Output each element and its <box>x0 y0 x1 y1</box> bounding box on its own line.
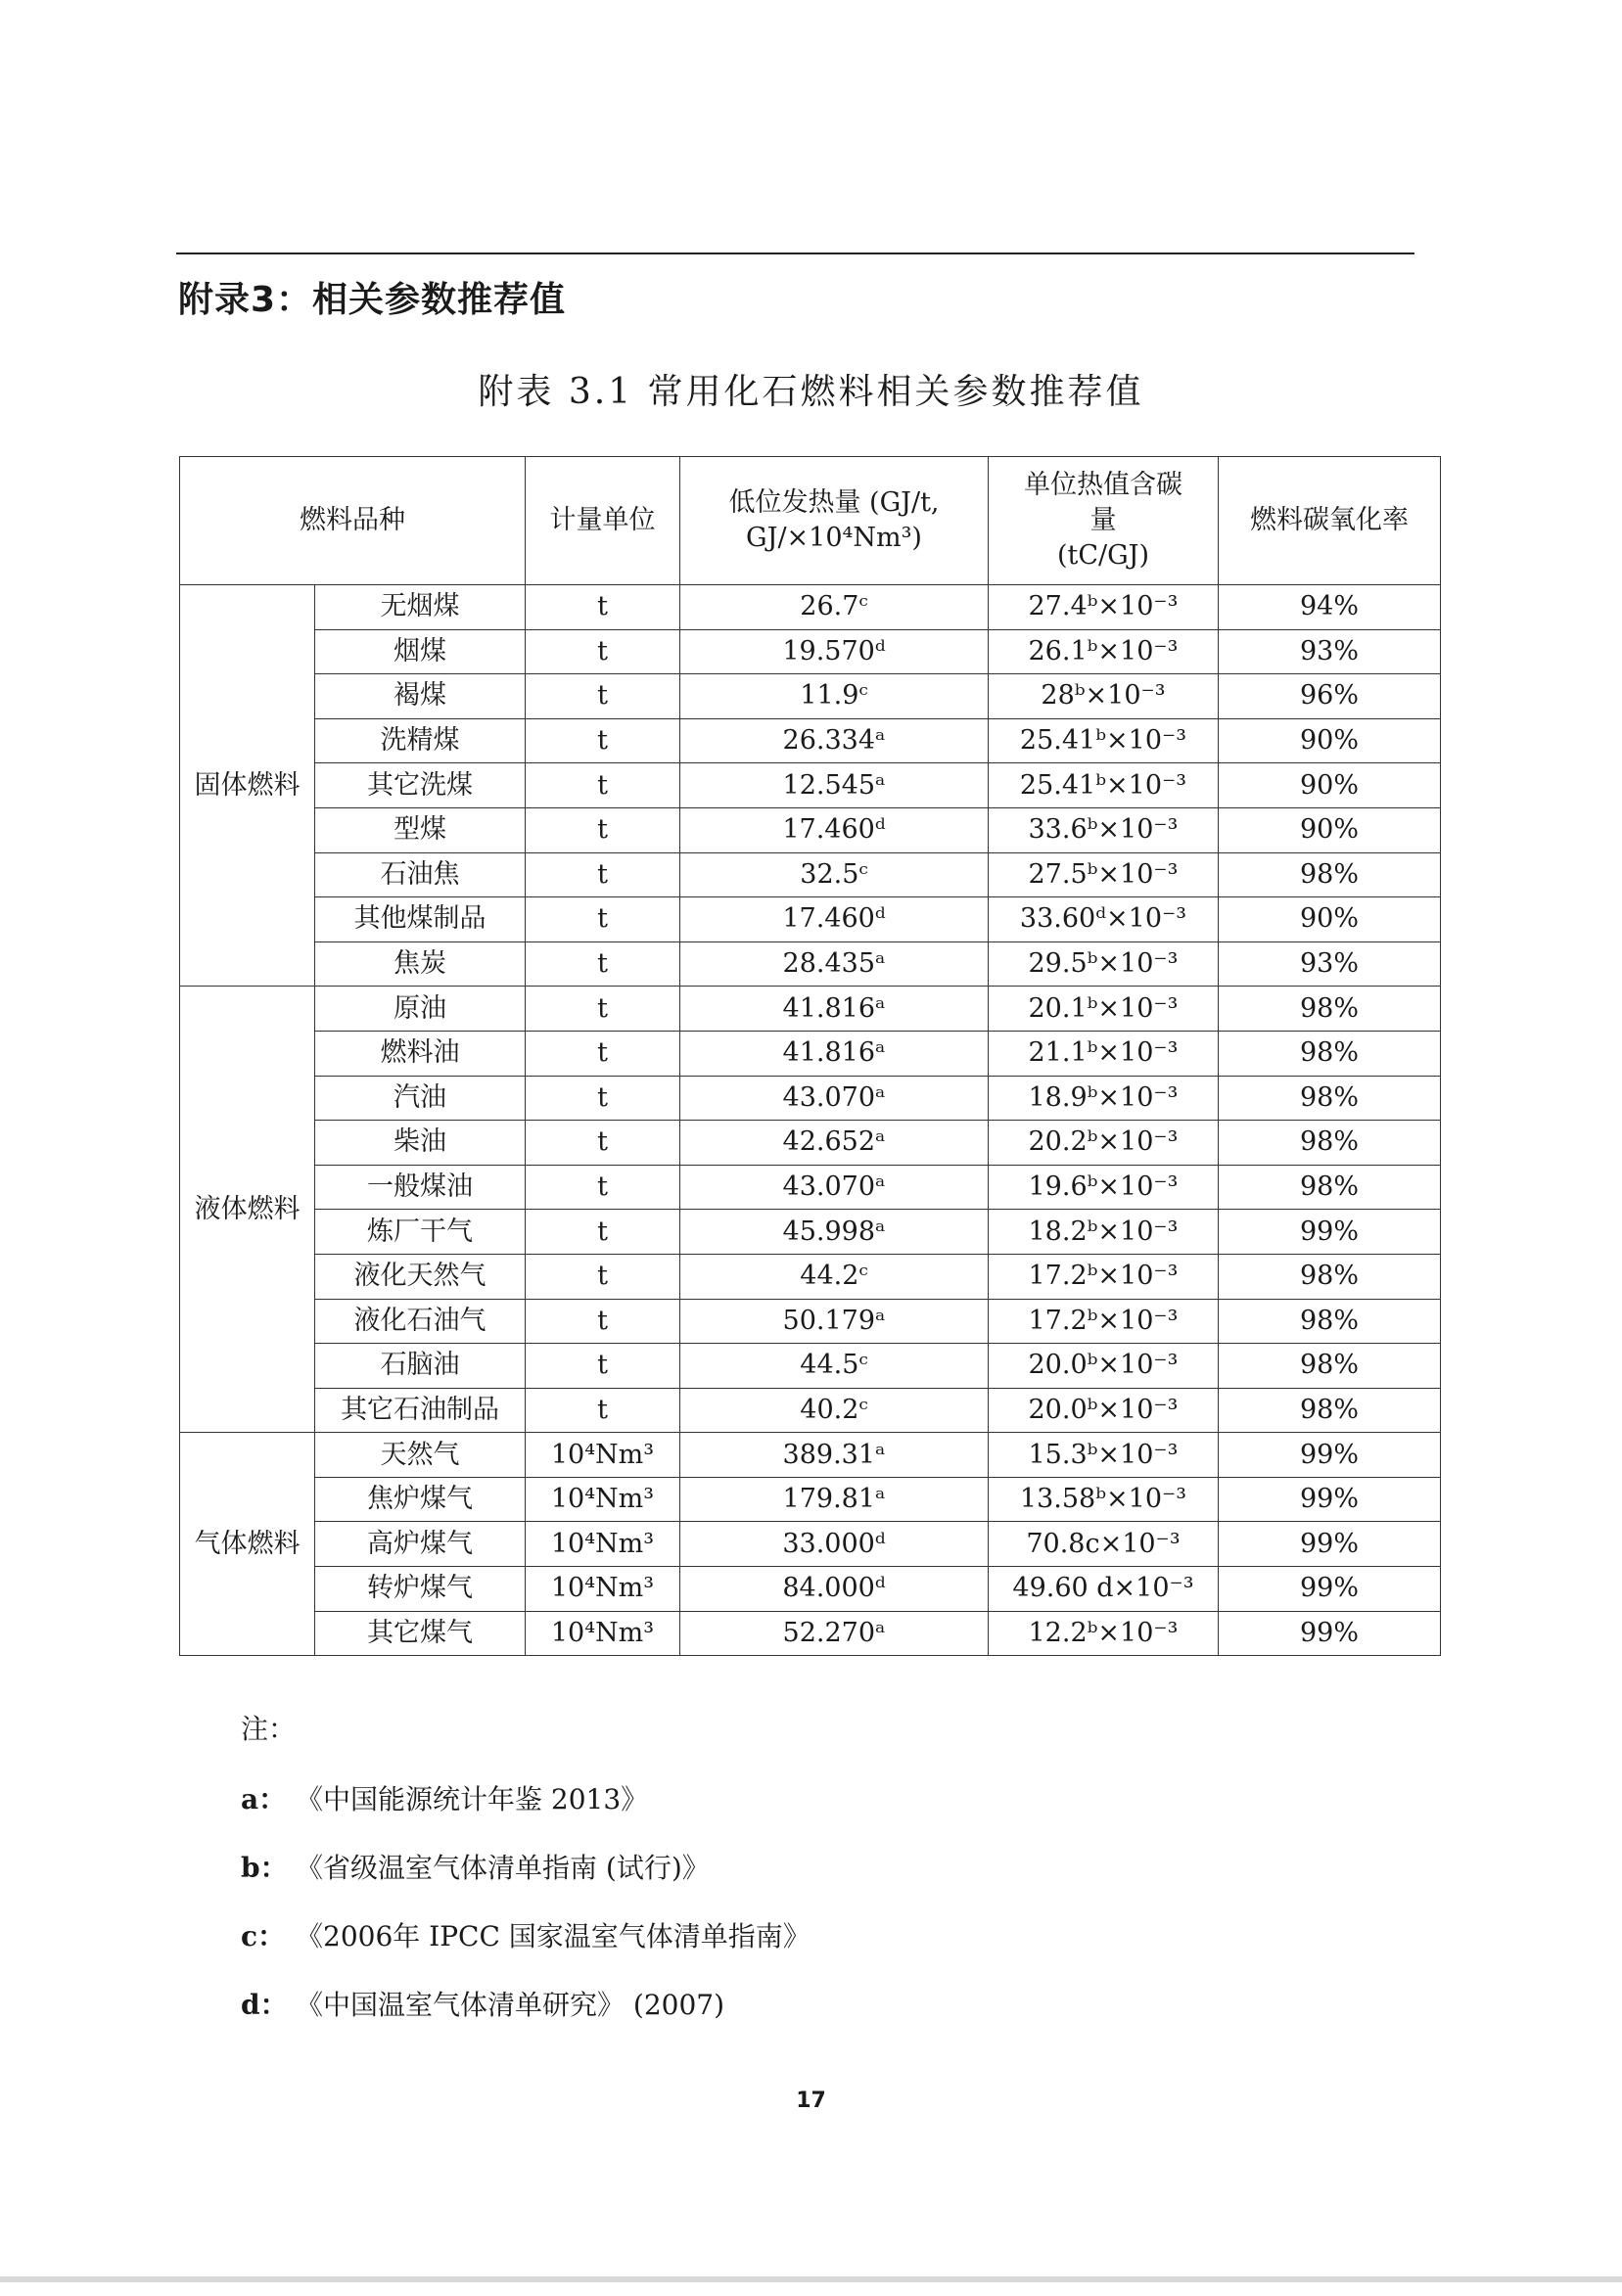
ncv-cell: 179.81ᵃ <box>680 1477 989 1522</box>
table-title: 附表 3.1 常用化石燃料相关参数推荐值 <box>478 372 1144 412</box>
ncv-cell: 26.7ᶜ <box>680 585 989 630</box>
ncv-cell: 389.31ᵃ <box>680 1433 989 1478</box>
unit-cell: t <box>526 1299 680 1344</box>
fuel-name-cell: 其它洗煤 <box>315 763 526 808</box>
note-text: 《省级温室气体清单指南 (试行)》 <box>296 1852 710 1884</box>
oxidation-rate-cell: 99% <box>1219 1433 1441 1478</box>
unit-cell: t <box>526 807 680 852</box>
carbon-content-cell: 33.60ᵈ×10⁻³ <box>989 897 1219 942</box>
fuel-name-cell: 燃料油 <box>315 1031 526 1076</box>
unit-cell: t <box>526 941 680 987</box>
oxidation-rate-cell: 99% <box>1219 1567 1441 1612</box>
unit-cell: t <box>526 718 680 763</box>
ncv-cell: 12.545ᵃ <box>680 763 989 808</box>
unit-cell: t <box>526 585 680 630</box>
unit-cell: t <box>526 1031 680 1076</box>
table-row <box>180 1522 1441 1567</box>
ncv-cell: 40.2ᶜ <box>680 1388 989 1433</box>
fuel-name-cell: 洗精煤 <box>315 718 526 763</box>
fuel-name-cell: 其它石油制品 <box>315 1388 526 1433</box>
page-number: 17 <box>796 2089 826 2113</box>
unit-cell: 10⁴Nm³ <box>526 1567 680 1612</box>
unit-cell: t <box>526 852 680 897</box>
table-row <box>180 941 1441 987</box>
carbon-content-cell: 29.5ᵇ×10⁻³ <box>989 941 1219 987</box>
fuel-name-cell: 汽油 <box>315 1076 526 1121</box>
table-row <box>180 674 1441 719</box>
table-row <box>180 718 1441 763</box>
oxidation-rate-cell: 98% <box>1219 852 1441 897</box>
oxidation-rate-cell: 98% <box>1219 987 1441 1032</box>
table-row <box>180 987 1441 1032</box>
oxidation-rate-cell: 93% <box>1219 629 1441 674</box>
carbon-content-cell: 20.1ᵇ×10⁻³ <box>989 987 1219 1032</box>
fuel-name-cell: 原油 <box>315 987 526 1032</box>
header-fuel-type: 燃料品种 <box>180 457 526 585</box>
carbon-content-cell: 17.2ᵇ×10⁻³ <box>989 1254 1219 1299</box>
ncv-cell: 50.179ᵃ <box>680 1299 989 1344</box>
fuel-name-cell: 高炉煤气 <box>315 1522 526 1567</box>
unit-cell: 10⁴Nm³ <box>526 1477 680 1522</box>
oxidation-rate-cell: 98% <box>1219 1165 1441 1210</box>
table-row <box>180 1210 1441 1255</box>
header-rule <box>176 253 1414 254</box>
ncv-cell: 28.435ᵃ <box>680 941 989 987</box>
fuel-name-cell: 石油焦 <box>315 852 526 897</box>
unit-cell: t <box>526 629 680 674</box>
unit-cell: t <box>526 987 680 1032</box>
ncv-cell: 45.998ᵃ <box>680 1210 989 1255</box>
header-carbon-content <box>989 457 1219 585</box>
table-body <box>180 585 1441 1656</box>
carbon-content-cell: 25.41ᵇ×10⁻³ <box>989 718 1219 763</box>
notes-label: 注： <box>241 1713 297 1745</box>
note-text: 《中国能源统计年鉴 2013》 <box>296 1783 649 1815</box>
fuel-category-cell: 液体燃料 <box>180 987 315 1433</box>
oxidation-rate-cell: 90% <box>1219 897 1441 942</box>
note-item <box>241 1917 811 1986</box>
table-row <box>180 1477 1441 1522</box>
note-key: c： <box>241 1920 286 1952</box>
header-ncv <box>680 457 989 585</box>
unit-cell: 10⁴Nm³ <box>526 1611 680 1656</box>
note-key: b： <box>241 1852 288 1884</box>
unit-cell: t <box>526 1121 680 1166</box>
header-unit: 计量单位 <box>526 457 680 585</box>
header-oxidation-rate: 燃料碳氧化率 <box>1219 457 1441 585</box>
table-row <box>180 585 1441 630</box>
ncv-cell: 26.334ᵃ <box>680 718 989 763</box>
carbon-content-cell: 13.58ᵇ×10⁻³ <box>989 1477 1219 1522</box>
oxidation-rate-cell: 99% <box>1219 1477 1441 1522</box>
carbon-content-cell: 28ᵇ×10⁻³ <box>989 674 1219 719</box>
header-ncv-line2: GJ/×10⁴Nm³) <box>746 523 922 553</box>
unit-cell: t <box>526 1210 680 1255</box>
header-carbon-line3: (tC/GJ) <box>1056 540 1150 571</box>
fuel-name-cell: 炼厂干气 <box>315 1210 526 1255</box>
oxidation-rate-cell: 98% <box>1219 1076 1441 1121</box>
ncv-cell: 19.570ᵈ <box>680 629 989 674</box>
oxidation-rate-cell: 98% <box>1219 1121 1441 1166</box>
table-row <box>180 1299 1441 1344</box>
ncv-cell: 44.2ᶜ <box>680 1254 989 1299</box>
header-carbon-line1: 单位热值含碳 <box>1024 470 1182 500</box>
fuel-name-cell: 天然气 <box>315 1433 526 1478</box>
carbon-content-cell: 18.2ᵇ×10⁻³ <box>989 1210 1219 1255</box>
table-row <box>180 1165 1441 1210</box>
oxidation-rate-cell: 98% <box>1219 1254 1441 1299</box>
fuel-name-cell: 无烟煤 <box>315 585 526 630</box>
unit-cell: t <box>526 1076 680 1121</box>
notes-section <box>241 1708 811 2054</box>
header-carbon-line2: 量 <box>1089 505 1117 535</box>
unit-cell: t <box>526 1344 680 1389</box>
ncv-cell: 43.070ᵃ <box>680 1076 989 1121</box>
table-row <box>180 1567 1441 1612</box>
table-row <box>180 1611 1441 1656</box>
table-row <box>180 1344 1441 1389</box>
unit-cell: t <box>526 1254 680 1299</box>
oxidation-rate-cell: 98% <box>1219 1299 1441 1344</box>
table-row <box>180 1031 1441 1076</box>
table-row <box>180 1076 1441 1121</box>
fuel-name-cell: 液化石油气 <box>315 1299 526 1344</box>
unit-cell: t <box>526 674 680 719</box>
oxidation-rate-cell: 99% <box>1219 1210 1441 1255</box>
unit-cell: 10⁴Nm³ <box>526 1433 680 1478</box>
note-item <box>241 1780 811 1849</box>
note-key: a： <box>241 1783 287 1815</box>
note-item <box>241 1849 811 1917</box>
ncv-cell: 32.5ᶜ <box>680 852 989 897</box>
table-row <box>180 852 1441 897</box>
ncv-cell: 42.652ᵃ <box>680 1121 989 1166</box>
fuel-name-cell: 焦炉煤气 <box>315 1477 526 1522</box>
fuel-name-cell: 其他煤制品 <box>315 897 526 942</box>
fuel-name-cell: 石脑油 <box>315 1344 526 1389</box>
fuel-name-cell: 转炉煤气 <box>315 1567 526 1612</box>
fuel-name-cell: 褐煤 <box>315 674 526 719</box>
carbon-content-cell: 33.6ᵇ×10⁻³ <box>989 807 1219 852</box>
oxidation-rate-cell: 99% <box>1219 1611 1441 1656</box>
unit-cell: t <box>526 1165 680 1210</box>
carbon-content-cell: 49.60 d×10⁻³ <box>989 1567 1219 1612</box>
ncv-cell: 43.070ᵃ <box>680 1165 989 1210</box>
table-row <box>180 629 1441 674</box>
oxidation-rate-cell: 90% <box>1219 763 1441 808</box>
fuel-name-cell: 液化天然气 <box>315 1254 526 1299</box>
ncv-cell: 33.000ᵈ <box>680 1522 989 1567</box>
note-text: 《中国温室气体清单研究》 (2007) <box>296 1989 725 2021</box>
unit-cell: 10⁴Nm³ <box>526 1522 680 1567</box>
oxidation-rate-cell: 90% <box>1219 807 1441 852</box>
table-row <box>180 807 1441 852</box>
ncv-cell: 17.460ᵈ <box>680 897 989 942</box>
table-row <box>180 897 1441 942</box>
fuel-category-cell: 固体燃料 <box>180 585 315 987</box>
oxidation-rate-cell: 98% <box>1219 1031 1441 1076</box>
oxidation-rate-cell: 93% <box>1219 941 1441 987</box>
carbon-content-cell: 18.9ᵇ×10⁻³ <box>989 1076 1219 1121</box>
note-item <box>241 1986 811 2054</box>
appendix-title: 附录3：相关参数推荐值 <box>178 280 567 320</box>
carbon-content-cell: 20.2ᵇ×10⁻³ <box>989 1121 1219 1166</box>
carbon-content-cell: 21.1ᵇ×10⁻³ <box>989 1031 1219 1076</box>
carbon-content-cell: 12.2ᵇ×10⁻³ <box>989 1611 1219 1656</box>
ncv-cell: 44.5ᶜ <box>680 1344 989 1389</box>
oxidation-rate-cell: 99% <box>1219 1522 1441 1567</box>
oxidation-rate-cell: 96% <box>1219 674 1441 719</box>
ncv-cell: 11.9ᶜ <box>680 674 989 719</box>
ncv-cell: 84.000ᵈ <box>680 1567 989 1612</box>
table-row <box>180 1388 1441 1433</box>
oxidation-rate-cell: 90% <box>1219 718 1441 763</box>
oxidation-rate-cell: 98% <box>1219 1344 1441 1389</box>
header-ncv-line1: 低位发热量 (GJ/t, <box>728 487 940 518</box>
carbon-content-cell: 15.3ᵇ×10⁻³ <box>989 1433 1219 1478</box>
note-text: 《2006年 IPCC 国家温室气体清单指南》 <box>296 1920 811 1952</box>
unit-cell: t <box>526 763 680 808</box>
fuel-parameters-table <box>179 456 1441 1656</box>
oxidation-rate-cell: 94% <box>1219 585 1441 630</box>
oxidation-rate-cell: 98% <box>1219 1388 1441 1433</box>
table-row <box>180 1433 1441 1478</box>
table-row <box>180 1254 1441 1299</box>
fuel-name-cell: 型煤 <box>315 807 526 852</box>
unit-cell: t <box>526 897 680 942</box>
page-bottom-edge <box>0 2276 1622 2282</box>
fuel-name-cell: 烟煤 <box>315 629 526 674</box>
carbon-content-cell: 20.0ᵇ×10⁻³ <box>989 1388 1219 1433</box>
table-row <box>180 1121 1441 1166</box>
fuel-name-cell: 焦炭 <box>315 941 526 987</box>
carbon-content-cell: 27.5ᵇ×10⁻³ <box>989 852 1219 897</box>
carbon-content-cell: 26.1ᵇ×10⁻³ <box>989 629 1219 674</box>
carbon-content-cell: 25.41ᵇ×10⁻³ <box>989 763 1219 808</box>
table-header-row <box>180 457 1441 585</box>
fuel-name-cell: 柴油 <box>315 1121 526 1166</box>
carbon-content-cell: 19.6ᵇ×10⁻³ <box>989 1165 1219 1210</box>
note-key: d： <box>241 1989 288 2021</box>
carbon-content-cell: 70.8c×10⁻³ <box>989 1522 1219 1567</box>
fuel-name-cell: 其它煤气 <box>315 1611 526 1656</box>
carbon-content-cell: 17.2ᵇ×10⁻³ <box>989 1299 1219 1344</box>
ncv-cell: 41.816ᵃ <box>680 1031 989 1076</box>
table-row <box>180 763 1441 808</box>
fuel-name-cell: 一般煤油 <box>315 1165 526 1210</box>
carbon-content-cell: 27.4ᵇ×10⁻³ <box>989 585 1219 630</box>
ncv-cell: 17.460ᵈ <box>680 807 989 852</box>
ncv-cell: 52.270ᵃ <box>680 1611 989 1656</box>
carbon-content-cell: 20.0ᵇ×10⁻³ <box>989 1344 1219 1389</box>
ncv-cell: 41.816ᵃ <box>680 987 989 1032</box>
unit-cell: t <box>526 1388 680 1433</box>
fuel-category-cell: 气体燃料 <box>180 1433 315 1656</box>
